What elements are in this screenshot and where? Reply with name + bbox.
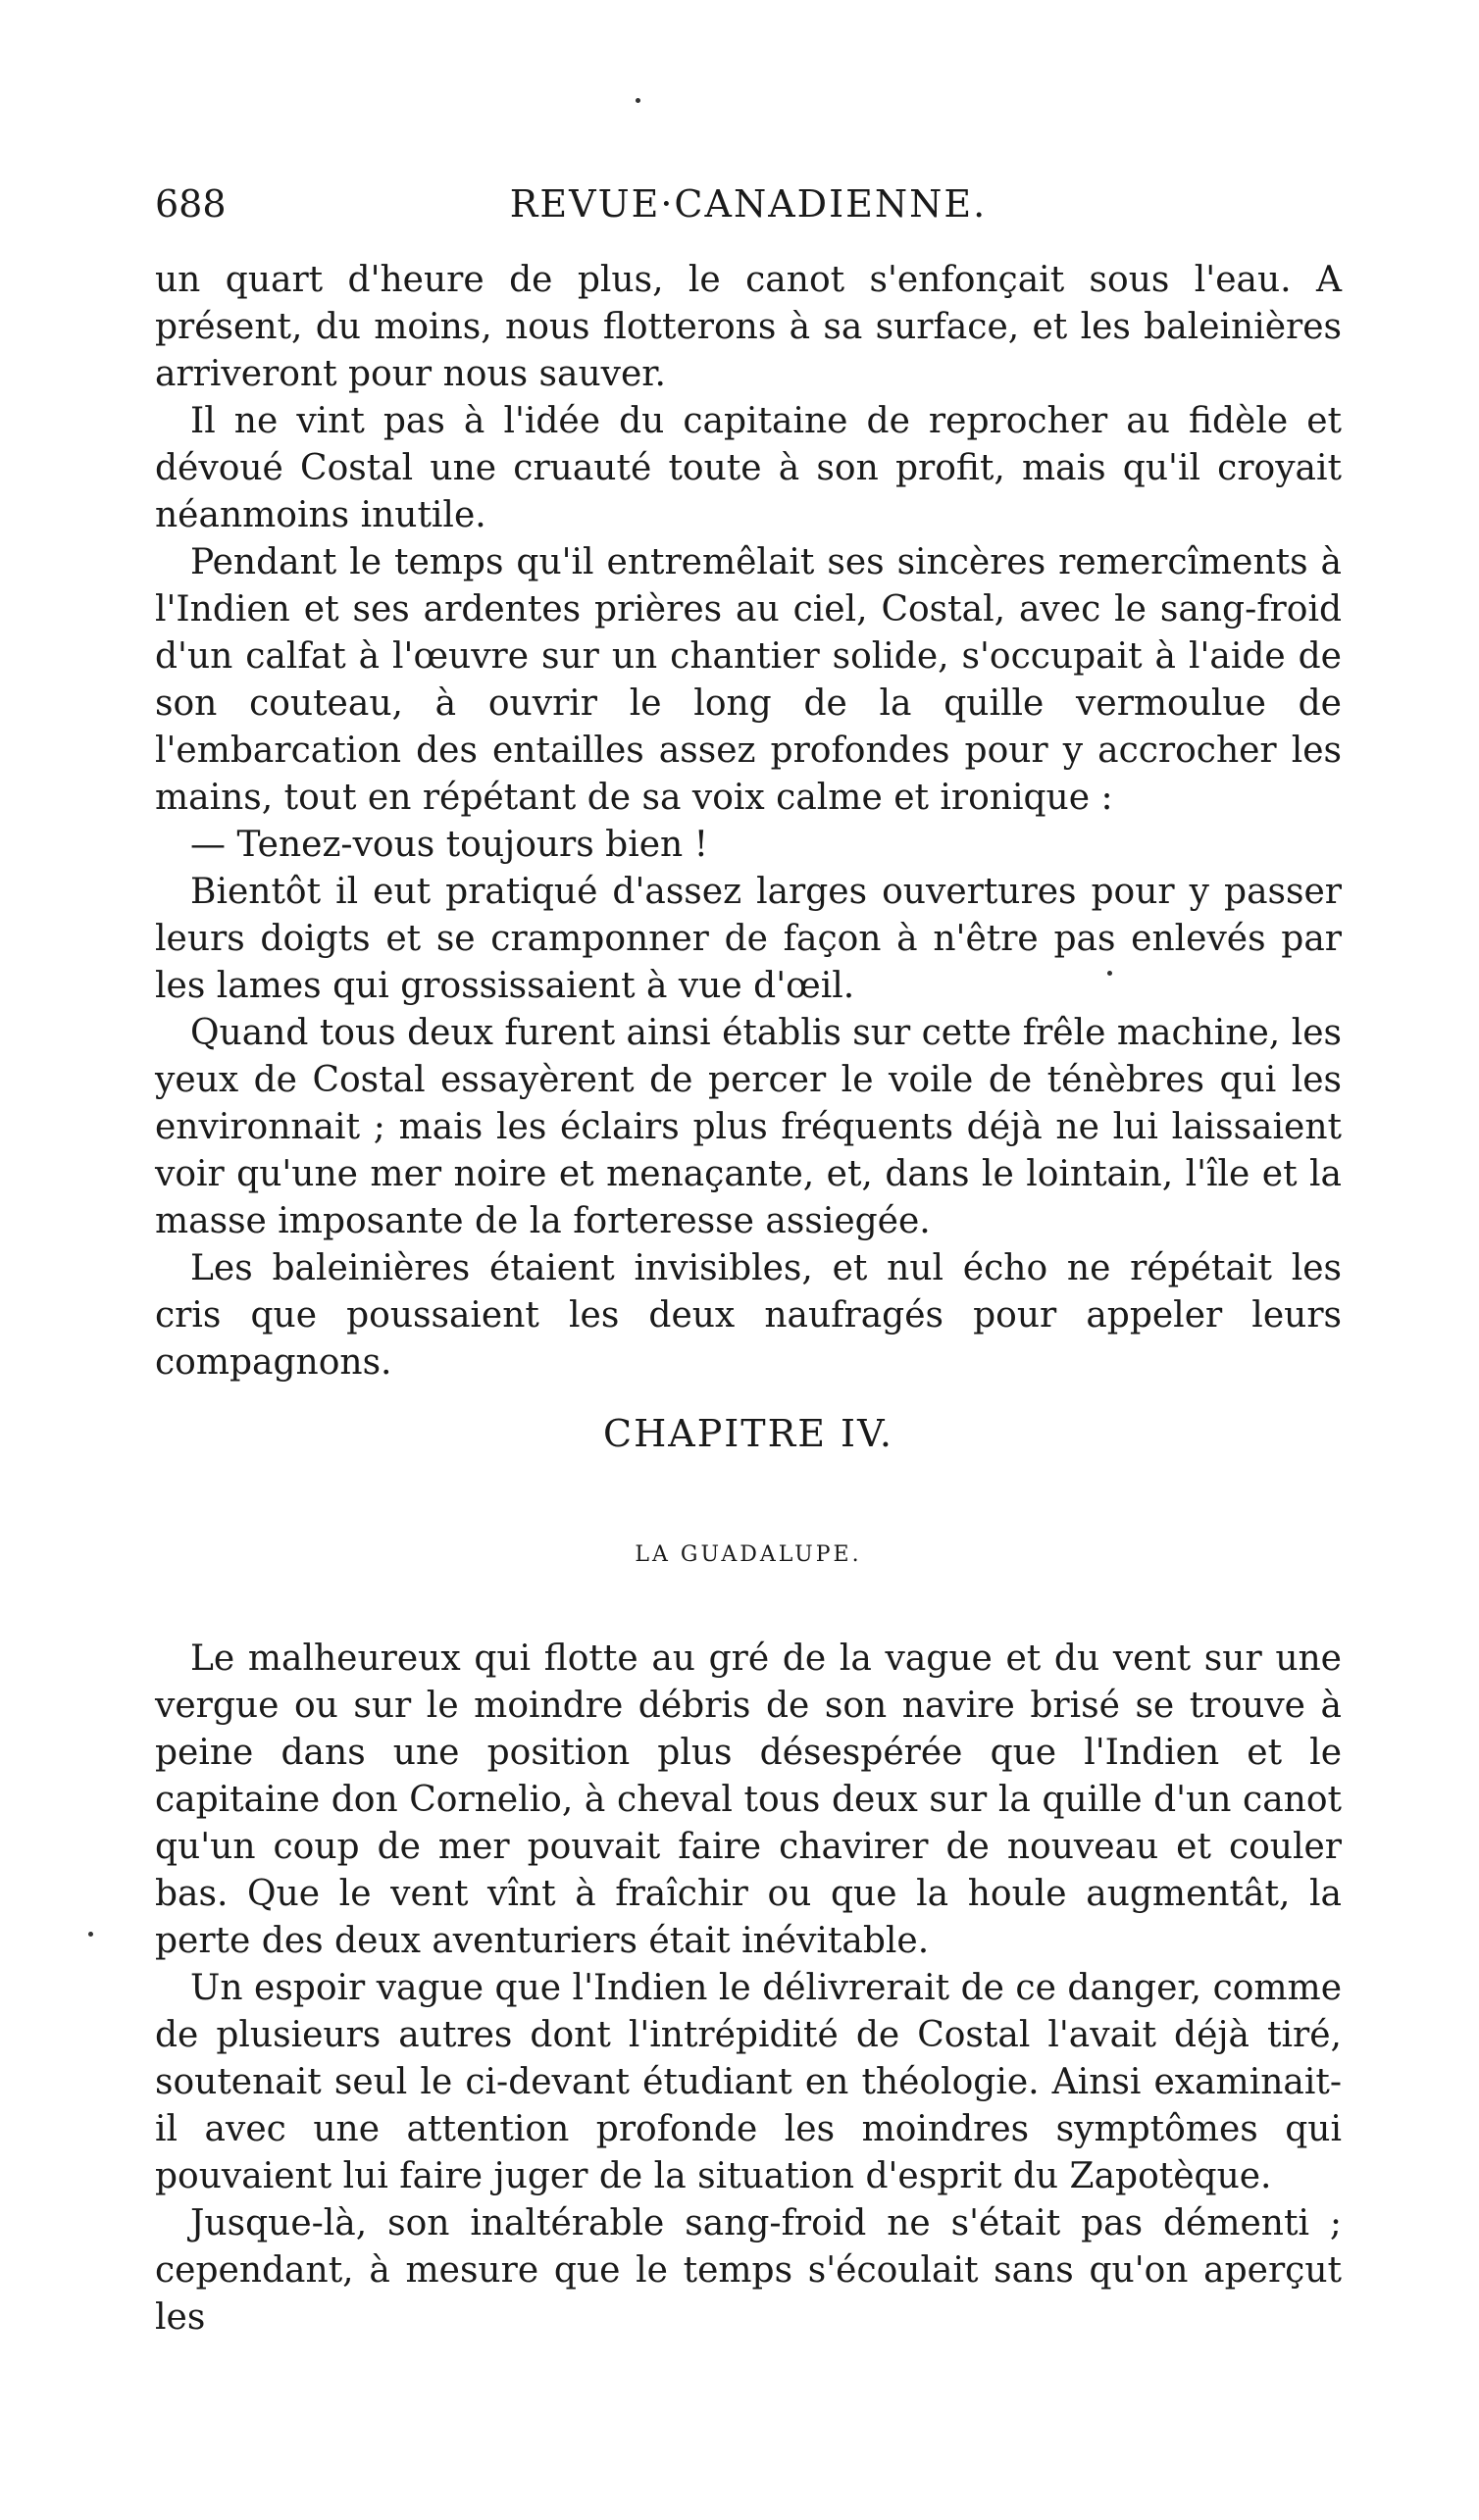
paragraph: Il ne vint pas à l'idée du capitaine de reprocher au fidèle et dévoué Costal une cruauté toute à son profit, mais qu'il croyait néanmoins inutile.: [155, 401, 1342, 535]
paragraph: Jusque-là, son inaltérable sang-froid ne s'était pas démenti ; cependant, à mesure que le temps s'écoulait sans qu'on aperçut les: [155, 2203, 1342, 2338]
print-speck: [1107, 971, 1112, 976]
book-page: [155, 0, 1342, 2520]
paragraph: Bientôt il eut pratiqué d'assez larges ouvertures pour y passer leurs doigts et se cramponner de façon à n'être pas enlevés par les lames qui grossissaient à vue d'œil.: [155, 872, 1342, 1006]
journal-title: REVUE·CANADIENNE.: [509, 182, 988, 226]
print-speck: [636, 98, 640, 103]
chapter-heading: CHAPITRE IV.: [603, 1412, 893, 1455]
paragraph: Pendant le temps qu'il entremêlait ses sincères remercîments à l'Indien et ses ardentes prières au ciel, Costal, avec le sang-froid d'un calfat à l'œuvre sur un chantier solide, s'occupait à l'aide de son couteau, à ouvrir le long de la quille vermoulue de l'embarcation des entailles assez profondes pour y accrocher les mains, tout en répétant de sa voix calme et ironique :: [155, 542, 1342, 818]
text-block-2: [155, 1636, 1342, 2342]
chapter-subtitle: LA GUADALUPE.: [635, 1542, 862, 1567]
text-block-1: [155, 257, 1342, 1386]
page-number: 688: [155, 182, 227, 226]
paragraph: un quart d'heure de plus, le canot s'enfonçait sous l'eau. A présent, du moins, nous flotterons à sa surface, et les baleinières arriveront pour nous sauver.: [155, 260, 1342, 394]
paragraph: Les baleinières étaient invisibles, et nul écho ne répétait les cris que poussaient les deux naufragés pour appeler leurs compagnons.: [155, 1248, 1342, 1383]
dialogue-line: — Tenez-vous toujours bien !: [190, 825, 709, 865]
paragraph: Un espoir vague que l'Indien le délivrerait de ce danger, comme de plusieurs autres dont l'intrépidité de Costal l'avait déjà tiré, soutenait seul le ci-devant étudiant en théologie. Ainsi examinait-il avec une attention profonde les moindres symptômes qui pouvaient lui faire juger de la situation d'esprit du Zapotèque.: [155, 1968, 1342, 2196]
paragraph: Le malheureux qui flotte au gré de la vague et du vent sur une vergue ou sur le moindre débris de son navire brisé se trouve à peine dans une position plus désespérée que l'Indien et le capitaine don Cornelio, à cheval tous deux sur la quille d'un canot qu'un coup de mer pouvait faire chavirer de nouveau et couler bas. Que le vent vînt à fraîchir ou que la houle augmentât, la perte des deux aventuriers était inévitable.: [155, 1638, 1342, 1961]
print-speck: [88, 1932, 93, 1937]
paragraph: Quand tous deux furent ainsi établis sur cette frêle machine, les yeux de Costal essayèrent de percer le voile de ténèbres qui les environnait ; mais les éclairs plus fréquents déjà ne lui laissaient voir qu'une mer noire et menaçante, et, dans le lointain, l'île et la masse imposante de la forteresse assiegée.: [155, 1013, 1342, 1241]
running-head: [155, 175, 1342, 233]
